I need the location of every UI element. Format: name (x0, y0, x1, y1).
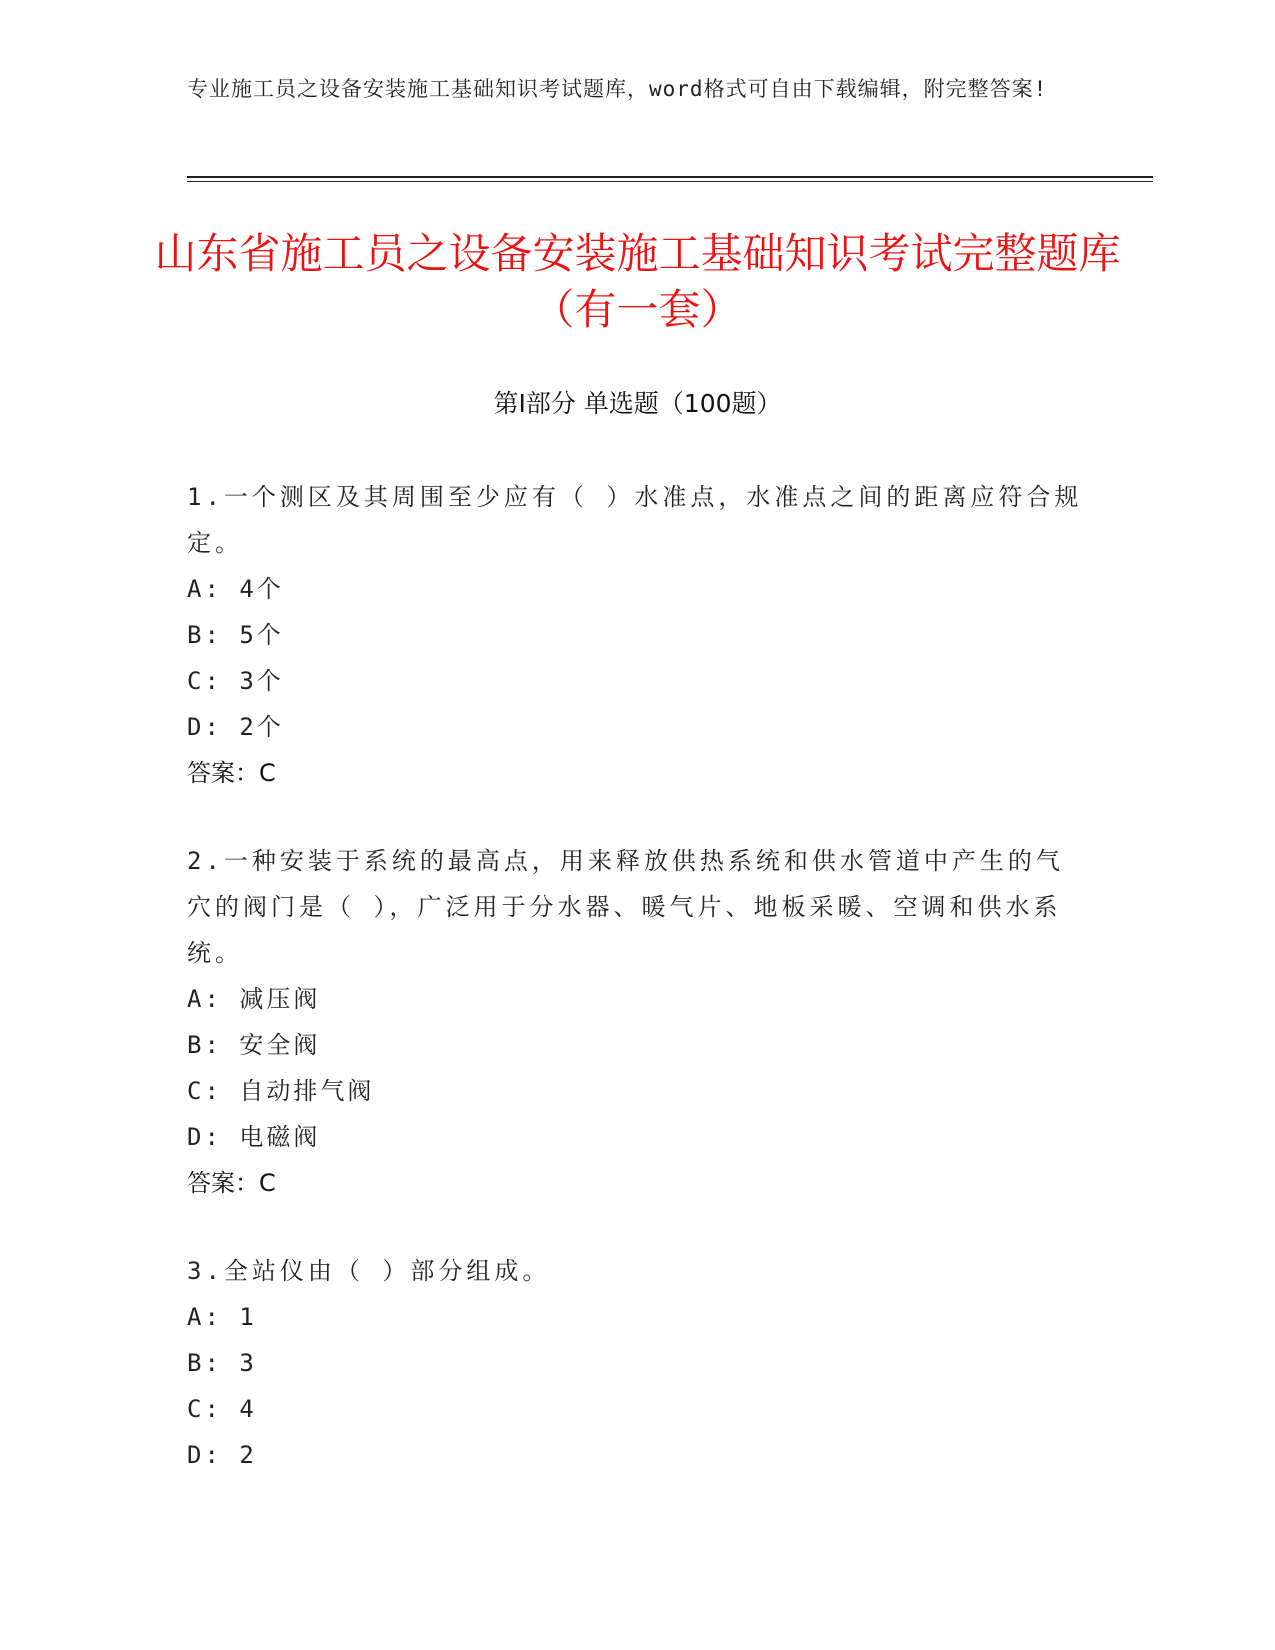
option-d (187, 1432, 1087, 1478)
option-letter: B: (187, 621, 222, 649)
answer-line: 答案：C (187, 759, 276, 787)
question-stem: 1.一个测区及其周围至少应有（ ）水准点，水准点之间的距离应符合规定。 (187, 483, 1083, 557)
question-1 (187, 474, 1087, 796)
option-text: 减压阀 (239, 985, 321, 1013)
option-text: 5个 (239, 621, 284, 649)
question-2 (187, 838, 1087, 1206)
option-letter: C: (187, 667, 222, 695)
option-letter: D: (187, 713, 222, 741)
section-title: 第Ⅰ部分 单选题（100题） (493, 389, 782, 418)
option-c (187, 1386, 1087, 1432)
option-a (187, 1294, 1087, 1340)
header-divider-thick (187, 176, 1153, 178)
option-letter: C: (187, 1077, 222, 1105)
option-text: 2 (239, 1441, 257, 1469)
header-divider-thin (187, 181, 1153, 182)
option-a (187, 976, 1087, 1022)
option-letter: D: (187, 1123, 222, 1151)
question-3 (187, 1248, 1087, 1478)
option-letter: B: (187, 1031, 222, 1059)
document-title: 山东省施工员之设备安装施工基础知识考试完整题库（有一套） (154, 229, 1121, 334)
answer-line: 答案：C (187, 1169, 276, 1197)
option-letter: A: (187, 985, 222, 1013)
option-text: 4 (239, 1395, 257, 1423)
question-spacer (187, 796, 1087, 838)
question-spacer (187, 1206, 1087, 1248)
option-letter: C: (187, 1395, 222, 1423)
option-text: 3个 (239, 667, 284, 695)
option-d (187, 704, 1087, 750)
option-text: 安全阀 (239, 1031, 321, 1059)
option-text: 1 (239, 1303, 257, 1331)
header-note: 专业施工员之设备安装施工基础知识考试题库，word格式可自由下载编辑，附完整答案! (187, 77, 1048, 101)
option-d (187, 1114, 1087, 1160)
option-b (187, 1022, 1087, 1068)
option-text: 自动排气阀 (239, 1077, 375, 1105)
question-stem: 3.全站仪由（ ）部分组成。 (187, 1257, 551, 1285)
option-b (187, 612, 1087, 658)
option-text: 2个 (239, 713, 284, 741)
option-text: 4个 (239, 575, 284, 603)
option-letter: A: (187, 1303, 222, 1331)
option-text: 3 (239, 1349, 257, 1377)
option-letter: B: (187, 1349, 222, 1377)
option-text: 电磁阀 (239, 1123, 321, 1151)
option-letter: D: (187, 1441, 222, 1469)
question-stem: 2.一种安装于系统的最高点，用来释放供热系统和供水管道中产生的气穴的阀门是（ ），广泛用于分水器、暖气片、地板采暖、空调和供水系统。 (187, 847, 1064, 967)
option-a (187, 566, 1087, 612)
option-b (187, 1340, 1087, 1386)
option-c (187, 658, 1087, 704)
question-list (187, 474, 1087, 1478)
option-c (187, 1068, 1087, 1114)
option-letter: A: (187, 575, 222, 603)
